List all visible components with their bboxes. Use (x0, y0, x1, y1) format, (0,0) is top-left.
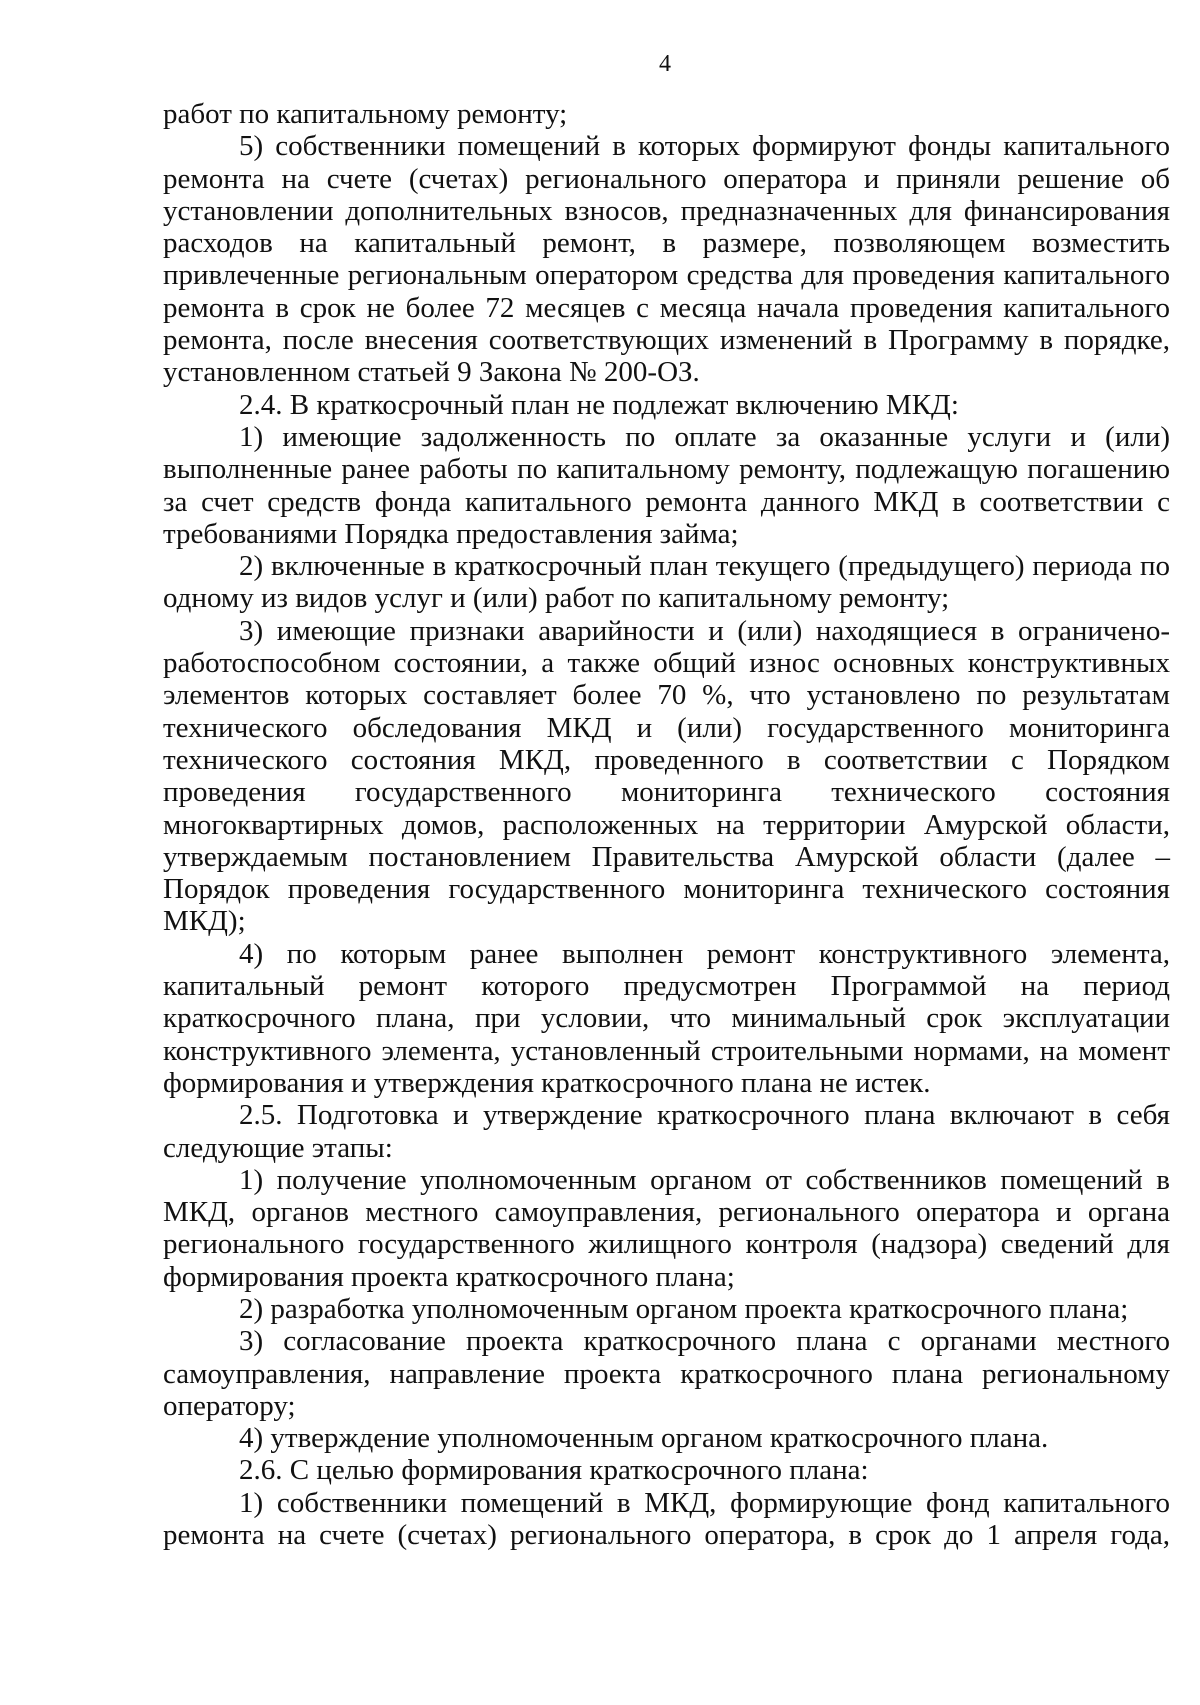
paragraph-2-5-item-1: 1) получение уполномоченным органом от собственников помещений в МКД, органов местного самоуправления, регионального оператора и органа регионального государственного жилищного контроля (надзора) сведений для формирования проекта краткосрочного плана; (163, 1163, 1170, 1293)
paragraph-section-2-6: 2.6. С целью формирования краткосрочного плана: (239, 1454, 869, 1487)
paragraph-2-4-item-3: 3) имеющие признаки аварийности и (или) находящиеся в ограничено-работоспособном состоянии, а также общий износ основных конструктивных элементов которых составляет более 70 %, что установлено по результатам технического обследования МКД и (или) государственного мониторинга технического состояния МКД, проведенного в соответствии с Порядком проведения государственного мониторинга технического состояния многоквартирных домов, расположенных на территории Амурской области, утверждаемым постановлением Правительства Амурской области (далее – Порядок проведения государственного мониторинга технического состояния МКД); (163, 614, 1170, 938)
paragraph-2-4-item-2: 2) включенные в краткосрочный план текущего (предыдущего) периода по одному из видов услуг и (или) работ по капитальному ремонту; (163, 550, 1170, 615)
paragraph-section-2-4: 2.4. В краткосрочный план не подлежат включению МКД: (239, 388, 959, 421)
paragraph-2-5-item-2: 2) разработка уполномоченным органом проекта краткосрочного плана; (239, 1292, 1129, 1325)
paragraph-2-4-item-4: 4) по которым ранее выполнен ремонт конструктивного элемента, капитальный ремонт которого предусмотрен Программой на период краткосрочного плана, при условии, что минимальный срок эксплуатации конструктивного элемента, установленный строительными нормами, на момент формирования и утверждения краткосрочного плана не истек. (163, 937, 1170, 1099)
paragraph-continuation: работ по капитальному ремонту; (163, 98, 568, 130)
paragraph-item-5: 5) собственники помещений в которых формируют фонды капитального ремонта на счете (счетах) регионального оператора и приняли решение об установлении дополнительных взносов, предназначенных для финансирования расходов на капитальный ремонт, в размере, позволяющем возместить привлеченные региональным оператором средства для проведения капитального ремонта в срок не более 72 месяцев с месяца начала проведения капитального ремонта, после внесения соответствующих изменений в Программу в порядке, установленном статьей 9 Закона № 200-ОЗ. (163, 130, 1170, 389)
page-number: 4 (659, 51, 671, 77)
paragraph-2-4-item-1: 1) имеющие задолженность по оплате за оказанные услуги и (или) выполненные ранее работы по капитальному ремонту, подлежащую погашению за счет средств фонда капитального ремонта данного МКД в соответствии с требованиями Порядка предоставления займа; (163, 420, 1170, 550)
paragraph-2-5-item-4: 4) утверждение уполномоченным органом краткосрочного плана. (239, 1422, 1049, 1455)
paragraph-section-2-5: 2.5. Подготовка и утверждение краткосрочного плана включают в себя следующие этапы: (163, 1099, 1170, 1164)
paragraph-2-6-item-1: 1) собственники помещений в МКД, формирующие фонд капитального ремонта на счете (счетах) регионального оператора, в срок до 1 апреля года, (163, 1486, 1170, 1552)
paragraph-2-5-item-3: 3) согласование проекта краткосрочного плана с органами местного самоуправления, направление проекта краткосрочного плана региональному оператору; (163, 1325, 1170, 1422)
document-body (163, 98, 1170, 1551)
